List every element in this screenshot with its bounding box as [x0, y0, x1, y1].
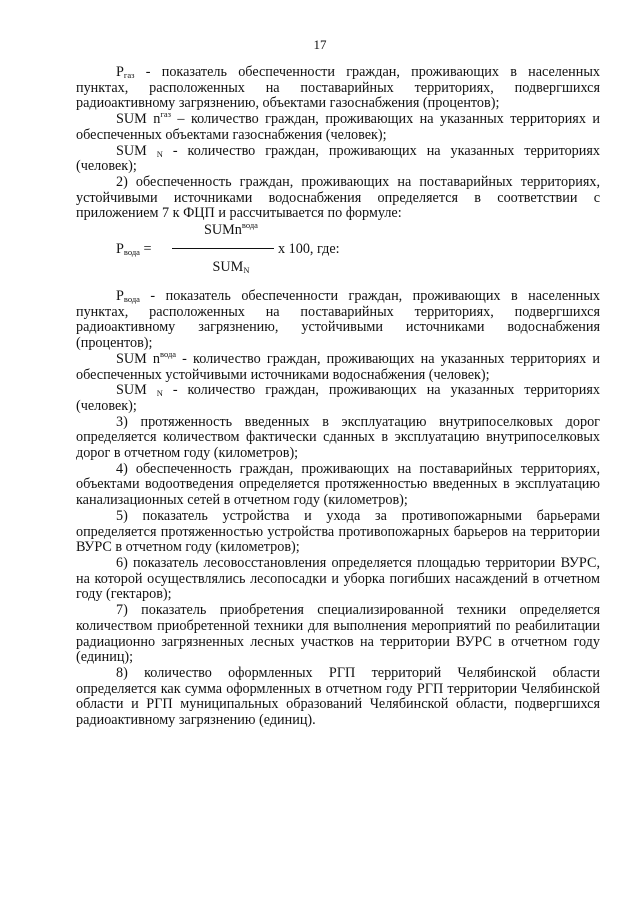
page-number: 17	[313, 37, 327, 52]
list-item-7: 7) показатель приобретения специализированной техники определяется количеством приобретенной техники для выполнения мероприятий по реабилитации радиационно загрязненных лесных участков на территории ВУРС в отчетном году (единиц);	[76, 602, 600, 666]
definition-p-gaz	[76, 65, 600, 112]
list-item-4: 4) обеспеченность граждан, проживающих на поставарийных территориях, объектами водоотведения определяется протяженностью введенных в эксплуатацию канализационных сетей в отчетном году (километров);	[76, 460, 600, 509]
symbol-sub: газ	[123, 70, 135, 80]
definition-text: - количество граждан, проживающих на указанных территориях (человек);	[76, 382, 600, 414]
symbol-sub: вода	[123, 294, 140, 305]
definition-text: - количество граждан, проживающих на указанных территориях (человек);	[76, 142, 600, 175]
definition-sum-gaz	[76, 109, 600, 143]
formula-label-sub: вода	[123, 247, 140, 258]
formula-label-main: P	[116, 241, 124, 258]
list-item-8: 8) количество оформленных РГП территорий Челябинской области определяется как сумма оформленных в отчетном году РГП территории Челябинской области и РГП муниципальных образований Челябинской области, подвергшихся радиоактивному загрязнению (единиц).	[76, 664, 600, 729]
formula-denominator	[186, 260, 276, 276]
formula-equals: =	[139, 241, 152, 258]
symbol-sub: N	[156, 148, 163, 159]
symbol-sup: вода	[159, 348, 177, 359]
fraction-line	[172, 248, 274, 249]
list-item-3: 3) протяженность введенных в эксплуатацию внутрипоселковых дорог определяется количеством фактически сданных в эксплуатацию внутрипоселковых дорог в отчетном году (километров);	[76, 413, 600, 462]
document-body	[76, 65, 600, 729]
definition-p-voda	[76, 289, 600, 352]
numerator-main: SUMn	[204, 222, 242, 239]
symbol-main: SUM	[116, 382, 157, 399]
definition-text: - показатель обеспеченности граждан, проживающих в населенных пунктах, расположенных на поставарийных территориях, подвергшихся радиоактивному загрязнению, устойчивыми источниками водоснабжения (процентов);	[76, 288, 600, 352]
definition-sum-n-1	[76, 144, 600, 175]
denominator-main: SUM	[212, 259, 244, 276]
formula-numerator	[186, 220, 276, 239]
symbol-main: P	[116, 64, 124, 80]
symbol-sup: газ	[160, 109, 171, 120]
formula-tail: x 100, где:	[278, 241, 340, 258]
symbol-sub: N	[156, 388, 163, 399]
formula-label	[116, 242, 152, 258]
list-item-5: 5) показатель устройства и ухода за противопожарными барьерами определяется протяженностью устройства противопожарных барьеров на территории ВУРС в отчетном году (километров);	[76, 507, 600, 556]
symbol-main: P	[116, 288, 124, 305]
definition-text: – количество граждан, проживающих на указанных территориях и обеспеченных объектами газоснабжения (человек);	[76, 111, 600, 143]
denominator-sub: N	[243, 265, 250, 276]
definition-text: - показатель обеспеченности граждан, проживающих в населенных пунктах, расположенных на поставарийных территориях, подвергшихся радиоактивному загрязнению, объектами газоснабжения (процентов);	[76, 64, 600, 112]
list-item-2: 2) обеспеченность граждан, проживающих на поставарийных территориях, устойчивыми источниками водоснабжения определяется в соответствии с приложением 7 к ФЦП и рассчитывается по формуле:	[76, 173, 600, 222]
formula-p-voda	[76, 222, 600, 280]
definition-text: - количество граждан, проживающих на указанных территориях и обеспеченных устойчивыми источниками водоснабжения (человек);	[76, 350, 600, 383]
symbol-main: SUM n	[116, 111, 161, 128]
symbol-main: SUM	[116, 142, 157, 159]
symbol-main: SUM n	[116, 350, 160, 367]
numerator-sup: вода	[241, 220, 258, 231]
definition-sum-n-2	[76, 383, 600, 414]
list-item-6: 6) показатель лесовосстановления определяется площадью территории ВУРС, на которой осуществлялись лесопосадки и уборка погибших насаждений в отчетном году (гектаров);	[76, 554, 600, 603]
definition-sum-voda	[76, 348, 600, 383]
